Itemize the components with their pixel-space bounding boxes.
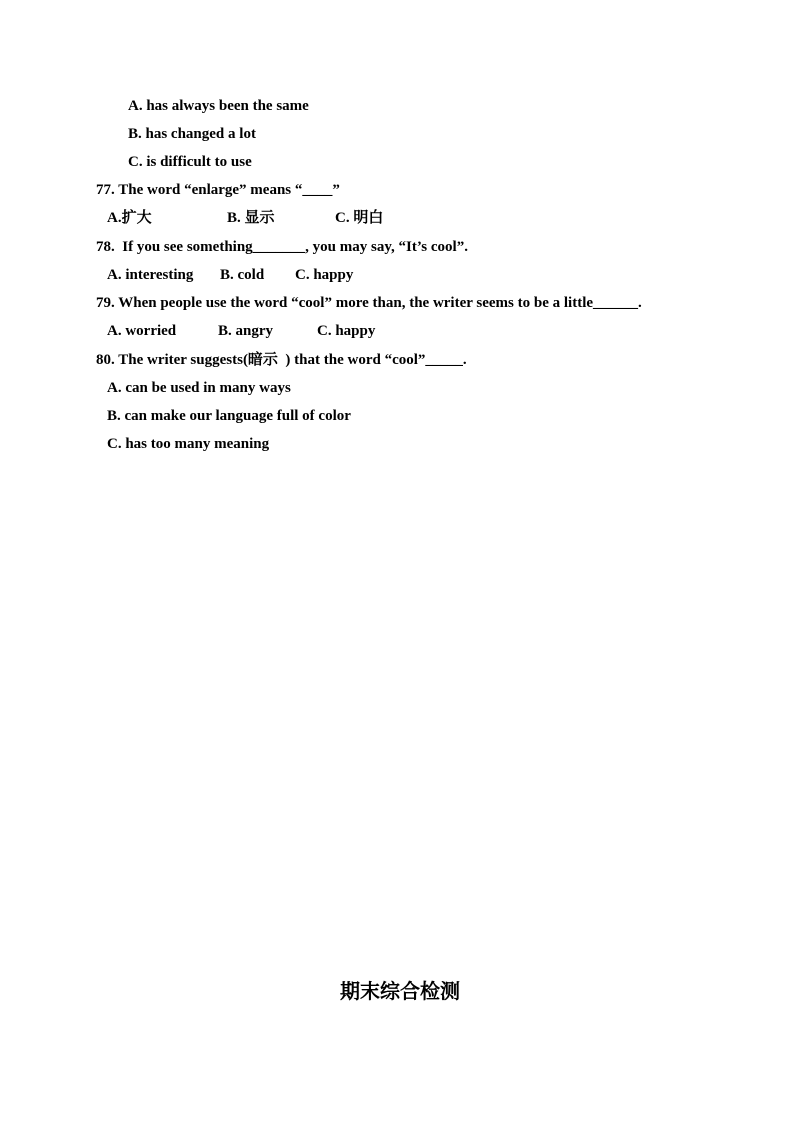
q76-option-b: B. has changed a lot	[128, 126, 256, 142]
q80-option-a: A. can be used in many ways	[107, 380, 291, 396]
q77-stem: 77. The word “enlarge” means “____”	[96, 182, 340, 198]
q77-option-c: C. 明白	[335, 210, 384, 226]
q80-option-b: B. can make our language full of color	[107, 408, 351, 424]
q78-option-c: C. happy	[295, 267, 354, 283]
q78-option-b: B. cold	[220, 267, 265, 283]
q79-stem: 79. When people use the word “cool” more than, the writer seems to be a little______.	[96, 295, 642, 311]
q76-option-a: A. has always been the same	[128, 98, 309, 114]
q77-option-a: A.扩大	[107, 210, 152, 226]
q80-option-c: C. has too many meaning	[107, 436, 270, 452]
q79-option-a: A. worried	[107, 323, 177, 339]
q79-option-b: B. angry	[218, 323, 274, 339]
q78-option-a: A. interesting	[107, 267, 194, 283]
q77-option-b: B. 显示	[227, 210, 275, 226]
q78-stem: 78. If you see something_______, you may say, “It’s cool”.	[96, 239, 468, 255]
section-title: 期末综合检测	[340, 979, 460, 1003]
q80-stem: 80. The writer suggests(暗示 ) that the word “cool”_____.	[96, 352, 467, 368]
q76-option-c: C. is difficult to use	[128, 154, 252, 170]
q79-option-c: C. happy	[317, 323, 376, 339]
